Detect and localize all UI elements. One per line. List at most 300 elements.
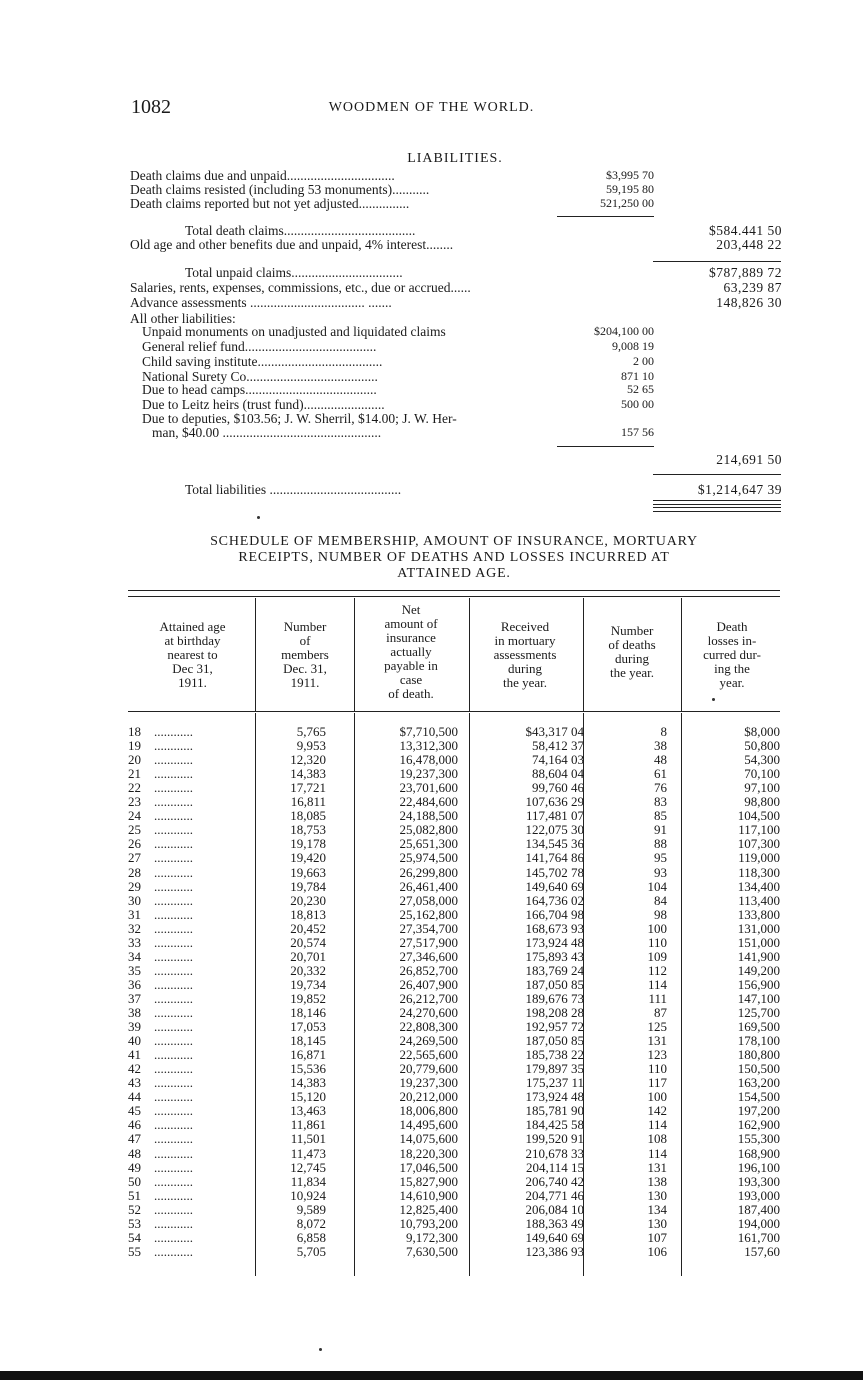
liability-row — [130, 182, 782, 197]
table-row — [128, 1090, 780, 1104]
column-divider — [469, 598, 470, 711]
insurance-cell: 26,212,700 — [399, 990, 458, 1006]
insurance-cell: 20,779,600 — [399, 1061, 458, 1077]
deaths-cell: 100 — [647, 920, 667, 936]
column-header-line: Dec. 31, — [283, 661, 327, 676]
column-header-line: of death. — [388, 686, 434, 701]
members-cell: 17,053 — [290, 1019, 326, 1035]
members-cell: 18,146 — [290, 1005, 326, 1020]
deaths-cell: 107 — [647, 1229, 667, 1245]
liability-row — [130, 452, 782, 467]
members-cell: 9,953 — [296, 738, 326, 754]
age-cell: 26 — [128, 836, 141, 852]
leader-dots: ............ — [154, 962, 193, 978]
table-row — [128, 1118, 780, 1132]
liability-label: Death claims resisted (including 53 monuments)........... — [130, 182, 430, 197]
column-header-line: amount of — [384, 616, 438, 631]
leader-dots: ............ — [154, 1243, 193, 1259]
table-row — [128, 1189, 780, 1203]
liability-row — [130, 280, 782, 295]
table-row — [128, 767, 780, 781]
members-cell: 8,072 — [296, 1215, 326, 1231]
column-divider — [354, 598, 355, 711]
losses-cell: 113,400 — [738, 892, 780, 908]
liability-total: 214,691 50 — [716, 452, 782, 467]
losses-cell: 98,800 — [744, 794, 780, 810]
deaths-cell: 131 — [647, 1159, 667, 1175]
liability-row — [130, 237, 782, 252]
deaths-cell: 98 — [654, 906, 667, 922]
insurance-cell: 7,630,500 — [406, 1243, 458, 1259]
insurance-cell: 26,407,900 — [399, 976, 458, 992]
column-header-line: at birthday — [164, 633, 221, 648]
receipts-cell: 187,050 85 — [525, 976, 584, 992]
losses-cell: 162,900 — [737, 1117, 780, 1133]
table-row — [128, 950, 780, 964]
column-header-line: ing the — [714, 661, 750, 676]
liability-row — [130, 265, 782, 280]
deaths-cell: 48 — [654, 752, 667, 768]
insurance-cell: 15,827,900 — [399, 1173, 458, 1189]
insurance-cell: 19,237,300 — [399, 766, 458, 782]
table-top-rule — [128, 590, 780, 591]
age-cell: 27 — [128, 850, 141, 866]
receipts-cell: 175,893 43 — [525, 948, 584, 964]
leader-dots: ............ — [154, 892, 193, 908]
liability-label: Unpaid monuments on unadjusted and liquidated claims — [142, 324, 446, 339]
table-row — [128, 1062, 780, 1076]
liability-amount: 9,008 19 — [612, 339, 654, 353]
insurance-cell: 27,346,600 — [399, 948, 458, 964]
age-cell: 46 — [128, 1117, 141, 1133]
losses-cell: 131,000 — [737, 920, 780, 936]
leader-dots: ............ — [154, 934, 193, 950]
table-row — [128, 1203, 780, 1217]
losses-cell: 134,400 — [737, 878, 780, 894]
liability-label: Salaries, rents, expenses, commissions, etc., due or accrued...... — [130, 280, 471, 295]
table-row — [128, 1034, 780, 1048]
leader-dots: ............ — [154, 920, 193, 936]
table-row — [128, 922, 780, 936]
liability-row — [130, 411, 782, 426]
liability-amount: 871 10 — [621, 369, 654, 383]
deaths-cell: 108 — [647, 1131, 667, 1147]
table-row — [128, 880, 780, 894]
liability-row — [130, 425, 782, 440]
age-cell: 52 — [128, 1201, 141, 1217]
table-row — [128, 964, 780, 978]
members-cell: 19,420 — [290, 850, 326, 866]
rule-line — [653, 474, 781, 475]
table-row — [128, 1231, 780, 1245]
losses-cell: 70,100 — [744, 766, 780, 782]
losses-cell: 197,200 — [737, 1103, 780, 1119]
liability-amount: 59,195 80 — [606, 182, 654, 196]
deaths-cell: 130 — [647, 1187, 667, 1203]
age-cell: 18 — [128, 724, 141, 739]
age-cell: 22 — [128, 780, 141, 796]
losses-cell: 151,000 — [737, 934, 780, 950]
leader-dots: ............ — [154, 976, 193, 992]
table-row — [128, 978, 780, 992]
column-header-line: Number — [283, 619, 327, 634]
deaths-cell: 114 — [647, 1145, 667, 1161]
deaths-cell: 106 — [647, 1243, 667, 1259]
losses-cell: 178,100 — [737, 1033, 780, 1049]
age-cell: 37 — [128, 990, 141, 1006]
members-cell: 20,452 — [290, 920, 326, 936]
leader-dots: ............ — [154, 1005, 193, 1020]
leader-dots: ............ — [154, 1033, 193, 1049]
age-cell: 54 — [128, 1229, 141, 1245]
liability-label: Advance assessments .................................. ....... — [130, 295, 392, 310]
losses-cell: 118,300 — [738, 864, 780, 880]
insurance-cell: 13,312,300 — [399, 738, 458, 754]
liability-row — [130, 168, 782, 183]
members-cell: 5,705 — [296, 1243, 326, 1259]
insurance-cell: 12,825,400 — [399, 1201, 458, 1217]
age-cell: 44 — [128, 1089, 141, 1105]
age-cell: 55 — [128, 1243, 141, 1259]
table-row — [128, 781, 780, 795]
receipts-cell: 199,520 91 — [525, 1131, 584, 1147]
liability-amount: $204,100 00 — [594, 324, 654, 338]
members-cell: 20,332 — [290, 962, 326, 978]
receipts-cell: 189,676 73 — [525, 990, 584, 1006]
insurance-cell: 22,808,300 — [399, 1019, 458, 1035]
deaths-cell: 88 — [654, 836, 667, 852]
losses-cell: 157,60 — [744, 1243, 780, 1259]
liability-total: 63,239 87 — [723, 280, 782, 295]
liability-row — [130, 397, 782, 412]
leader-dots: ............ — [154, 822, 193, 838]
age-cell: 38 — [128, 1005, 141, 1020]
liability-row — [130, 223, 782, 238]
deaths-cell: 91 — [654, 822, 667, 838]
table-row — [128, 1020, 780, 1034]
members-cell: 18,145 — [290, 1033, 326, 1049]
receipts-cell: 198,208 28 — [525, 1005, 584, 1020]
liability-row — [130, 339, 782, 354]
liability-label: National Surety Co....................................... — [142, 369, 378, 384]
leader-dots: ............ — [154, 766, 193, 782]
column-header — [583, 624, 681, 680]
losses-cell: $8,000 — [744, 724, 780, 739]
leader-dots: ............ — [154, 1145, 193, 1161]
insurance-cell: 26,299,800 — [399, 864, 458, 880]
receipts-cell: 88,604 04 — [532, 766, 584, 782]
age-cell: 32 — [128, 920, 141, 936]
liability-label: Total liabilities ....................................... — [185, 482, 402, 497]
members-cell: 18,813 — [290, 906, 326, 922]
leader-dots: ............ — [154, 780, 193, 796]
column-header-line: 1911. — [178, 675, 207, 690]
losses-cell: 150,500 — [737, 1061, 780, 1077]
deaths-cell: 87 — [654, 1005, 667, 1020]
insurance-cell: 18,006,800 — [399, 1103, 458, 1119]
table-row — [128, 823, 780, 837]
members-cell: 5,765 — [296, 724, 326, 739]
losses-cell: 193,000 — [737, 1187, 780, 1203]
insurance-cell: 22,565,600 — [399, 1047, 458, 1063]
leader-dots: ............ — [154, 1019, 193, 1035]
losses-cell: 141,900 — [737, 948, 780, 964]
deaths-cell: 95 — [654, 850, 667, 866]
deaths-cell: 61 — [654, 766, 667, 782]
leader-dots: ............ — [154, 878, 193, 894]
column-header-line: the year. — [609, 665, 655, 680]
deaths-cell: 8 — [660, 724, 667, 739]
members-cell: 20,230 — [290, 892, 326, 908]
column-header-line: of — [299, 633, 311, 648]
column-header-line: curred dur- — [703, 647, 761, 662]
column-header-line: case — [399, 672, 423, 687]
deaths-cell: 131 — [647, 1033, 667, 1049]
receipts-cell: 188,363 49 — [525, 1215, 584, 1231]
losses-cell: 50,800 — [744, 738, 780, 754]
receipts-cell: 134,545 36 — [525, 836, 584, 852]
leader-dots: ............ — [154, 1187, 193, 1203]
print-speck — [712, 698, 715, 701]
table-row — [128, 894, 780, 908]
losses-cell: 169,500 — [737, 1019, 780, 1035]
table-row — [128, 725, 780, 739]
members-cell: 11,861 — [290, 1117, 326, 1133]
liability-label: All other liabilities: — [130, 311, 236, 326]
losses-cell: 149,200 — [737, 962, 780, 978]
leader-dots: ............ — [154, 738, 193, 754]
table-row — [128, 1048, 780, 1062]
members-cell: 19,784 — [290, 878, 326, 894]
leader-dots: ............ — [154, 850, 193, 866]
members-cell: 20,701 — [290, 948, 326, 964]
liability-label: Death claims reported but not yet adjusted............... — [130, 196, 410, 211]
losses-cell: 187,400 — [737, 1201, 780, 1217]
age-cell: 41 — [128, 1047, 141, 1063]
liability-amount: 52 65 — [627, 382, 654, 396]
deaths-cell: 130 — [647, 1215, 667, 1231]
insurance-cell: 27,354,700 — [399, 920, 458, 936]
members-cell: 19,852 — [290, 990, 326, 1006]
deaths-cell: 109 — [647, 948, 667, 964]
table-row — [128, 1006, 780, 1020]
liability-amount: $3,995 70 — [606, 168, 654, 182]
liability-amount: 2 00 — [633, 354, 654, 368]
insurance-cell: 14,610,900 — [399, 1187, 458, 1203]
receipts-cell: 204,114 15 — [525, 1159, 584, 1175]
leader-dots: ............ — [154, 1117, 193, 1133]
receipts-cell: 122,075 30 — [525, 822, 584, 838]
losses-cell: 168,900 — [737, 1145, 780, 1161]
insurance-cell: 20,212,000 — [399, 1089, 458, 1105]
leader-dots: ............ — [154, 1089, 193, 1105]
table-row — [128, 851, 780, 865]
column-header-line: Attained age — [159, 619, 226, 634]
members-cell: 11,473 — [290, 1145, 326, 1161]
members-cell: 10,924 — [290, 1187, 326, 1203]
losses-cell: 155,300 — [737, 1131, 780, 1147]
receipts-cell: 183,769 24 — [525, 962, 584, 978]
receipts-cell: 107,636 29 — [525, 794, 584, 810]
losses-cell: 163,200 — [737, 1075, 780, 1091]
liability-total: $1,214,647 39 — [697, 482, 782, 497]
age-cell: 48 — [128, 1145, 141, 1161]
leader-dots: ............ — [154, 1173, 193, 1189]
column-divider — [681, 598, 682, 711]
liability-row — [130, 295, 782, 310]
leader-dots: ............ — [154, 808, 193, 824]
liability-label: Death claims due and unpaid................................ — [130, 168, 395, 183]
table-row — [128, 1132, 780, 1146]
deaths-cell: 114 — [647, 976, 667, 992]
leader-dots: ............ — [154, 752, 193, 768]
liability-label: Total death claims....................................... — [185, 223, 416, 238]
deaths-cell: 110 — [647, 1061, 667, 1077]
liability-amount: 521,250 00 — [600, 196, 654, 210]
column-header-line: nearest to — [167, 647, 218, 662]
leader-dots: ............ — [154, 1201, 193, 1217]
members-cell: 15,536 — [290, 1061, 326, 1077]
leader-dots: ............ — [154, 1047, 193, 1063]
deaths-cell: 123 — [647, 1047, 667, 1063]
losses-cell: 156,900 — [737, 976, 780, 992]
table-row — [128, 936, 780, 950]
liability-row — [130, 324, 782, 339]
column-header-line: losses in- — [707, 633, 757, 648]
header-bottom-rule — [128, 711, 780, 712]
column-header — [257, 620, 353, 690]
receipts-cell: 141,764 86 — [525, 850, 584, 866]
liability-row — [130, 196, 782, 211]
table-row — [128, 866, 780, 880]
members-cell: 11,501 — [290, 1131, 326, 1147]
receipts-cell: 166,704 98 — [525, 906, 584, 922]
members-cell: 20,574 — [290, 934, 326, 950]
table-row — [128, 1175, 780, 1189]
table-row — [128, 809, 780, 823]
insurance-cell: 14,075,600 — [399, 1131, 458, 1147]
table-row — [128, 1245, 780, 1259]
insurance-cell: 14,495,600 — [399, 1117, 458, 1133]
deaths-cell: 142 — [647, 1103, 667, 1119]
age-cell: 30 — [128, 892, 141, 908]
table-row — [128, 908, 780, 922]
receipts-cell: 149,640 69 — [525, 1229, 584, 1245]
members-cell: 6,858 — [296, 1229, 326, 1245]
leader-dots: ............ — [154, 1103, 193, 1119]
age-cell: 42 — [128, 1061, 141, 1077]
deaths-cell: 111 — [648, 990, 667, 1006]
members-cell: 12,745 — [290, 1159, 326, 1175]
members-cell: 18,753 — [290, 822, 326, 838]
column-header-line: members — [281, 647, 329, 662]
liability-label: Due to head camps....................................... — [142, 382, 377, 397]
schedule-title-line-2: RECEIPTS, NUMBER OF DEATHS AND LOSSES INCURRED AT — [238, 550, 670, 565]
age-cell: 45 — [128, 1103, 141, 1119]
deaths-cell: 117 — [647, 1075, 667, 1091]
age-cell: 39 — [128, 1019, 141, 1035]
insurance-cell: 18,220,300 — [399, 1145, 458, 1161]
members-cell: 16,871 — [290, 1047, 326, 1063]
insurance-cell: $7,710,500 — [399, 724, 458, 739]
deaths-cell: 83 — [654, 794, 667, 810]
losses-cell: 196,100 — [737, 1159, 780, 1175]
column-header-line: of deaths — [608, 637, 656, 652]
leader-dots: ............ — [154, 1215, 193, 1231]
insurance-cell: 17,046,500 — [399, 1159, 458, 1175]
receipts-cell: 149,640 69 — [525, 878, 584, 894]
table-row — [128, 753, 780, 767]
column-header-line: actually — [390, 644, 432, 659]
leader-dots: ............ — [154, 990, 193, 1006]
age-cell: 34 — [128, 948, 141, 964]
receipts-cell: 185,738 22 — [525, 1047, 584, 1063]
losses-cell: 161,700 — [737, 1229, 780, 1245]
leader-dots: ............ — [154, 1159, 193, 1175]
receipts-cell: 206,084 10 — [525, 1201, 584, 1217]
liability-row — [130, 482, 782, 497]
double-rule — [653, 500, 781, 505]
column-header-line: Dec 31, — [172, 661, 213, 676]
leader-dots: ............ — [154, 948, 193, 964]
age-cell: 28 — [128, 864, 141, 880]
receipts-cell: 175,237 11 — [525, 1075, 584, 1091]
receipts-cell: 99,760 46 — [532, 780, 584, 796]
insurance-cell: 23,701,600 — [399, 780, 458, 796]
receipts-cell: 123,386 93 — [525, 1243, 584, 1259]
insurance-cell: 24,188,500 — [399, 808, 458, 824]
schedule-title-line-1: SCHEDULE OF MEMBERSHIP, AMOUNT OF INSURANCE, MORTUARY — [210, 534, 698, 549]
deaths-cell: 112 — [647, 962, 667, 978]
receipts-cell: 204,771 46 — [525, 1187, 584, 1203]
rule-line — [557, 446, 654, 447]
column-header-line: 1911. — [290, 675, 320, 690]
members-cell: 16,811 — [290, 794, 326, 810]
members-cell: 19,734 — [290, 976, 326, 992]
losses-cell: 133,800 — [737, 906, 780, 922]
receipts-cell: 187,050 85 — [525, 1033, 584, 1049]
insurance-cell: 16,478,000 — [399, 752, 458, 768]
age-cell: 49 — [128, 1159, 141, 1175]
deaths-cell: 93 — [654, 864, 667, 880]
age-cell: 31 — [128, 906, 141, 922]
liability-label: General relief fund....................................... — [142, 339, 377, 354]
page-number: 1082 — [131, 96, 171, 118]
leader-dots: ............ — [154, 794, 193, 810]
losses-cell: 154,500 — [737, 1089, 780, 1105]
running-head: WOODMEN OF THE WORLD. — [328, 100, 535, 115]
leader-dots: ............ — [154, 1229, 193, 1245]
column-header — [469, 620, 581, 690]
age-cell: 20 — [128, 752, 141, 768]
column-header-line: Net — [401, 602, 421, 617]
receipts-cell: 164,736 02 — [525, 892, 584, 908]
losses-cell: 117,100 — [738, 822, 780, 838]
age-cell: 19 — [128, 738, 141, 754]
receipts-cell: 173,924 48 — [525, 934, 584, 950]
age-cell: 36 — [128, 976, 141, 992]
column-header-line: during — [508, 661, 542, 676]
liability-total: $584.441 50 — [709, 223, 782, 238]
insurance-cell: 27,058,000 — [399, 892, 458, 908]
leader-dots: ............ — [154, 724, 193, 739]
losses-cell: 194,000 — [737, 1215, 780, 1231]
column-header-line: insurance — [386, 630, 436, 645]
liability-row — [130, 382, 782, 397]
leader-dots: ............ — [154, 1061, 193, 1077]
members-cell: 19,663 — [290, 864, 326, 880]
deaths-cell: 110 — [647, 934, 667, 950]
